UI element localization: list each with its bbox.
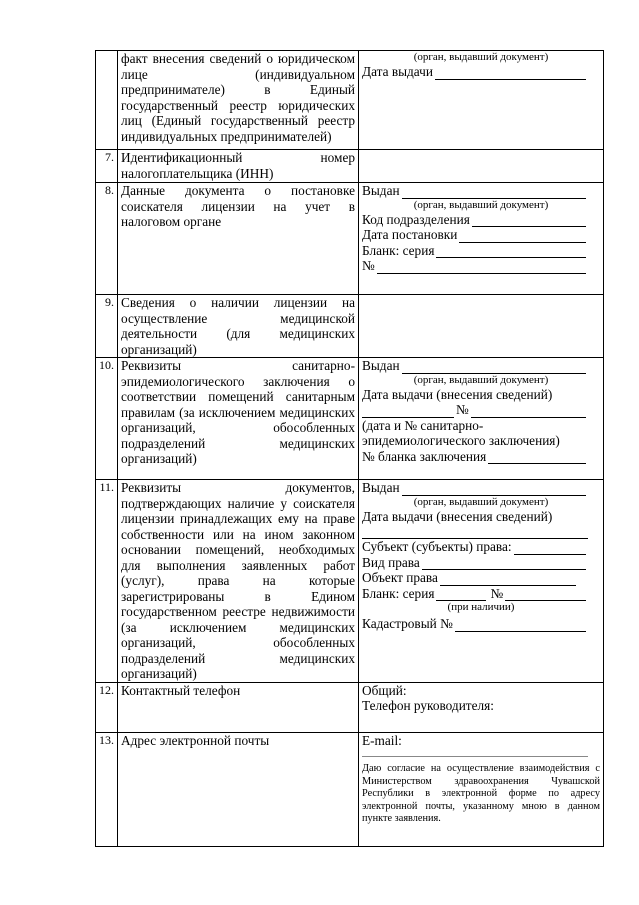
number-label: №: [362, 258, 375, 273]
cadastral-label: Кадастровый №: [362, 616, 453, 631]
issuer-caption: (орган, выдавший документ): [413, 495, 549, 508]
row-number: 11.: [96, 480, 118, 683]
number-label: №: [456, 402, 469, 417]
issued-field[interactable]: [402, 186, 586, 199]
row-number: 7.: [96, 150, 118, 183]
row-description: Сведения о наличии лицензии на осуществление медицинской деятельности (для медицинских организаций): [118, 295, 359, 358]
row-number: 9.: [96, 295, 118, 358]
issue-date-label: Дата выдачи (внесения сведений): [362, 386, 553, 402]
issuer-caption: (орган, выдавший документ): [413, 198, 549, 211]
right-type-label: Вид права: [362, 554, 420, 570]
table-row: [96, 480, 604, 683]
issued-field[interactable]: [402, 483, 586, 496]
blank-series-label: Бланк: серия: [362, 585, 435, 601]
date-number-note: (дата и № санитарно-эпидемиологического заключения): [362, 417, 560, 448]
issue-date-label: Дата выдачи: [362, 64, 433, 79]
general-phone-label: Общий:: [362, 682, 407, 698]
row-description: Данные документа о постановке соискателя лицензии на учет в налоговом органе: [118, 183, 359, 295]
blank-series-field[interactable]: [436, 245, 586, 258]
blank-number-label: № бланка заключения: [362, 448, 487, 464]
row-number: 10.: [96, 358, 118, 480]
registration-date-field[interactable]: [459, 230, 586, 243]
row-value-cell: [359, 480, 604, 683]
row-value-cell: [359, 358, 604, 480]
row-value-cell: [359, 51, 604, 150]
if-any-caption: (при наличии): [447, 601, 515, 613]
row-description: Контактный телефон: [118, 682, 359, 732]
row-value-cell: [359, 732, 604, 846]
cadastral-field[interactable]: [455, 619, 586, 632]
issued-label: Выдан: [362, 183, 400, 198]
row-value-cell: [359, 682, 604, 732]
row-value-cell: [359, 183, 604, 295]
issue-date-field[interactable]: [435, 67, 586, 80]
row-description: Идентификационный номер налогоплательщика (ИНН): [118, 150, 359, 183]
inn-field[interactable]: [359, 150, 604, 183]
number-field[interactable]: [377, 261, 586, 274]
table-row: [96, 295, 604, 358]
division-code-field[interactable]: [472, 214, 586, 227]
row-description: Реквизиты документов, подтверждающих наличие у соискателя лицензии принадлежащих ему на праве собственности или на ином законном основании помещений, необходимых для выполнения заявленных работ (услуг), права на которые зарегистрированы в Едином государственном реестре недвижимости (за исключением медицинских организаций, обособленных подразделений медицинских организаций): [118, 480, 359, 683]
application-form-table: [95, 50, 604, 847]
table-row: [96, 682, 604, 732]
issuer-caption: (орган, выдавший документ): [413, 373, 549, 386]
row-description: Реквизиты санитарно-эпидемиологического заключения о соответствии помещений санитарным правилам (за исключением медицинских организаций, обособленных подразделений медицинских организаций): [118, 358, 359, 480]
date-field[interactable]: [362, 405, 454, 418]
blank-number-field[interactable]: [488, 451, 586, 464]
number-label: №: [490, 585, 504, 601]
division-code-label: Код подразделения: [362, 211, 470, 227]
right-object-label: Объект права: [362, 570, 438, 585]
right-type-field[interactable]: [422, 557, 586, 570]
blank-series-field[interactable]: [436, 588, 486, 601]
right-object-field[interactable]: [440, 573, 576, 586]
row-number: 13.: [96, 732, 118, 846]
registration-date-label: Дата постановки: [362, 227, 458, 242]
subject-label: Субъект (субъекты) права:: [362, 539, 512, 554]
issued-field[interactable]: [402, 361, 586, 374]
issuer-caption: (орган, выдавший документ): [413, 51, 549, 63]
row-description: Адрес электронной почты: [118, 732, 359, 846]
row-number: 8.: [96, 183, 118, 295]
consent-text: Даю согласие на осуществление взаимодействия с Министерством здравоохранения Чувашской Республики в электронной форме по адресу электронной почты, указанному мною в данном пункте заявления.: [362, 763, 600, 824]
table-row: [96, 358, 604, 480]
table-row: [96, 732, 604, 846]
number-field[interactable]: [505, 588, 586, 601]
table-row: [96, 183, 604, 295]
blank-series-label: Бланк: серия: [362, 242, 435, 258]
issue-date-label: Дата выдачи (внесения сведений): [362, 508, 553, 524]
row-number-cell: [96, 51, 118, 150]
number-field[interactable]: [471, 405, 586, 418]
email-label: E-mail:: [362, 732, 402, 748]
table-row: [96, 51, 604, 150]
issued-label: Выдан: [362, 358, 400, 373]
row-number: 12.: [96, 682, 118, 732]
email-field[interactable]: [362, 748, 588, 757]
head-phone-label: Телефон руководителя:: [362, 698, 494, 713]
issue-date-field[interactable]: [362, 524, 588, 539]
table-row: [96, 150, 604, 183]
license-info-field[interactable]: [359, 295, 604, 358]
row-description: факт внесения сведений о юридическом лице (индивидуальном предпринимателе) в Единый государственный реестр юридических лиц (Единый государственный реестр индивидуальных предпринимателей): [118, 51, 359, 150]
issued-label: Выдан: [362, 480, 400, 495]
subject-field[interactable]: [514, 542, 586, 555]
